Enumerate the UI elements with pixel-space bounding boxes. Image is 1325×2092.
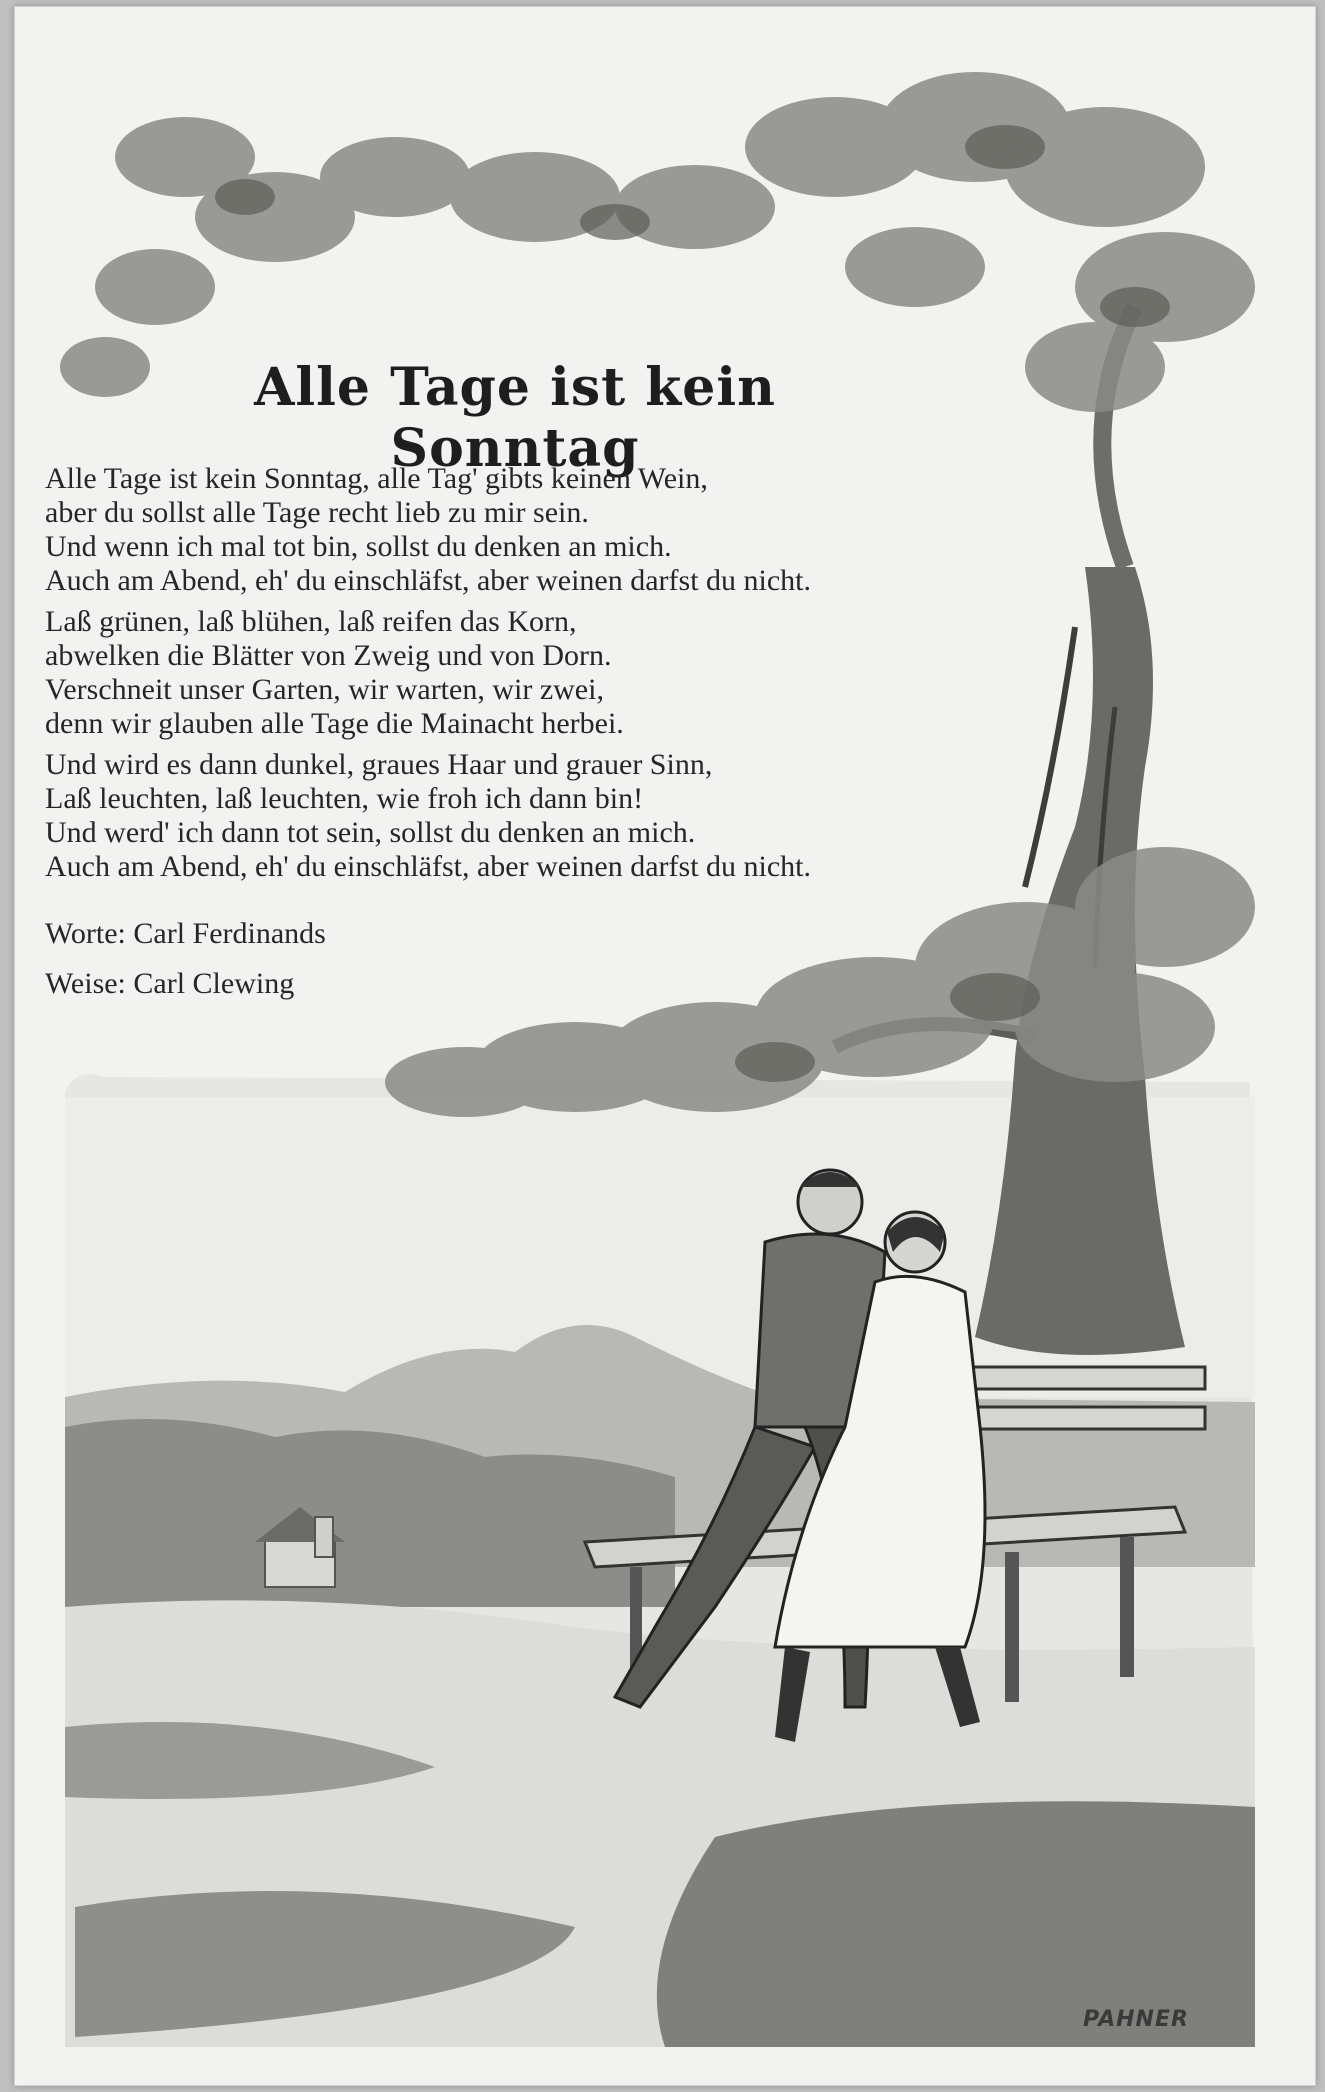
verse-line: Und wenn ich mal tot bin, sollst du denken an mich.: [45, 530, 672, 563]
postcard: [14, 6, 1316, 2086]
verse-line: Laß leuchten, laß leuchten, wie froh ich dann bin!: [45, 782, 644, 815]
stanza-2: [45, 605, 965, 741]
verse-line: aber du sollst alle Tage recht lieb zu mir sein.: [45, 496, 589, 529]
illustration: [15, 7, 1315, 2085]
credit-melody: Weise: Carl Clewing: [45, 967, 295, 1000]
verse-line: Und wird es dann dunkel, graues Haar und grauer Sinn,: [45, 748, 713, 781]
stanza-1: [45, 462, 965, 598]
stanza-3: [45, 748, 965, 884]
artist-signature: PAHNER: [1083, 2007, 1189, 2032]
verse-line: Verschneit unser Garten, wir warten, wir zwei,: [45, 673, 604, 706]
verse-line: Auch am Abend, eh' du einschläfst, aber weinen darfst du nicht.: [45, 850, 812, 883]
verse-line: Und werd' ich dann tot sein, sollst du denken an mich.: [45, 816, 696, 849]
verse-line: Auch am Abend, eh' du einschläfst, aber weinen darfst du nicht.: [45, 564, 812, 597]
verse-line: abwelken die Blätter von Zweig und von Dorn.: [45, 639, 612, 672]
song-title: Alle Tage ist kein Sonntag: [254, 357, 776, 479]
verse-line: Alle Tage ist kein Sonntag, alle Tag' gibts keinen Wein,: [45, 462, 708, 495]
credit-words: Worte: Carl Ferdinands: [45, 917, 326, 950]
verse-line: denn wir glauben alle Tage die Mainacht herbei.: [45, 707, 624, 740]
verse-line: Laß grünen, laß blühen, laß reifen das Korn,: [45, 605, 577, 638]
